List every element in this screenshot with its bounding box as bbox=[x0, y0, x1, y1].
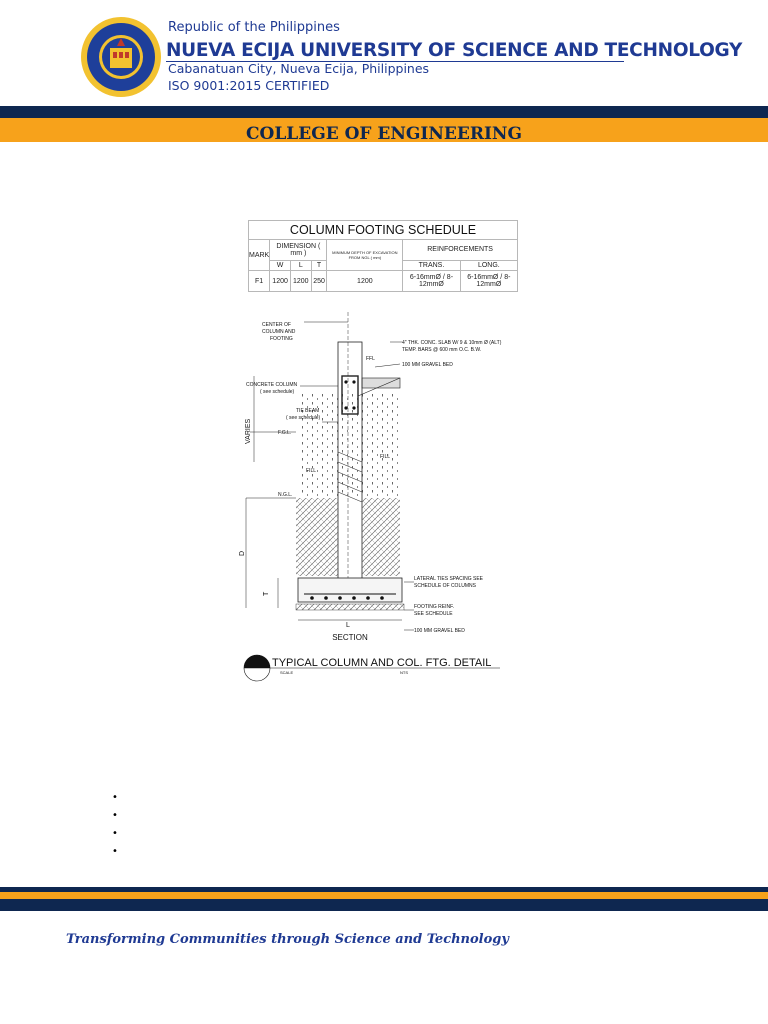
varies-label: VARIES bbox=[245, 418, 252, 444]
nts-label: NTS bbox=[400, 670, 408, 675]
column-footing-schedule-table bbox=[248, 220, 518, 292]
footing-reinf-label-1: FOOTING REINF. bbox=[414, 604, 454, 610]
university-name: NUEVA ECIJA UNIVERSITY OF SCIENCE AND TECHNOLOGY bbox=[166, 40, 743, 61]
top-navy-band bbox=[0, 106, 768, 118]
fill-label-left: FILL bbox=[306, 468, 317, 474]
d-dimension-label: D bbox=[239, 550, 246, 556]
column-footing-section-drawing bbox=[240, 312, 520, 690]
slab-note-2: TEMP. BARS @ 600 mm O.C. B.W. bbox=[402, 347, 482, 353]
excavation-header: MINIMUM DEPTH OF EXCAVATION FROM NGL ( mm) bbox=[327, 240, 403, 271]
bullet-item: • bbox=[112, 792, 118, 803]
row-t: 250 bbox=[311, 271, 327, 292]
tie-beam-label-1: TIE BEAM bbox=[296, 408, 320, 414]
l-header: L bbox=[290, 260, 311, 271]
footing-reinf-label-2: SEE SCHEDULE bbox=[414, 611, 453, 617]
concrete-column-label-1: CONCRETE COLUMN bbox=[246, 382, 298, 388]
footer-tagline: Transforming Communities through Science and Technology bbox=[66, 932, 509, 947]
gravel-top-label: 100 MM GRAVEL BED bbox=[402, 362, 453, 368]
row-l: 1200 bbox=[290, 271, 311, 292]
schedule-title: COLUMN FOOTING SCHEDULE bbox=[249, 221, 518, 240]
row-depth: 1200 bbox=[327, 271, 403, 292]
ffl-label: FFL bbox=[366, 356, 375, 362]
slab-note-1: 4" THK. CONC. SLAB W/ 9 & 10mm Ø (ALT) bbox=[402, 340, 502, 346]
l-dimension-label: L bbox=[346, 622, 350, 629]
w-header: W bbox=[270, 260, 291, 271]
row-mark: F1 bbox=[249, 271, 270, 292]
ngl-label: N.G.L. bbox=[278, 492, 293, 498]
row-w: 1200 bbox=[270, 271, 291, 292]
center-label-3: FOOTING bbox=[270, 336, 293, 342]
center-label-1: CENTER OF bbox=[262, 322, 291, 328]
center-label-2: COLUMN AND bbox=[262, 329, 296, 335]
fgl-label: F.G.L. bbox=[278, 430, 292, 436]
bottom-orange-band bbox=[0, 892, 768, 899]
dimension-header: DIMENSION ( mm ) bbox=[270, 240, 327, 261]
gravel-bottom-label: 100 MM GRAVEL BED bbox=[414, 628, 465, 634]
row-trans: 6-16mmØ / 8-12mmØ bbox=[403, 271, 460, 292]
tie-beam-label-2: ( see schedule) bbox=[286, 415, 321, 421]
trans-header: TRANS. bbox=[403, 260, 460, 271]
city-label: Cabanatuan City, Nueva Ecija, Philippines bbox=[168, 61, 430, 76]
lateral-ties-label-2: SCHEDULE OF COLUMNS bbox=[414, 583, 476, 589]
section-label: SECTION bbox=[332, 633, 368, 642]
university-seal-logo bbox=[80, 16, 162, 98]
detail-title: TYPICAL COLUMN AND COL. FTG. DETAIL bbox=[272, 657, 492, 669]
detail-symbol-icon bbox=[244, 655, 270, 668]
t-dimension-label: T bbox=[263, 591, 270, 596]
college-title: COLLEGE OF ENGINEERING bbox=[246, 124, 522, 144]
mark-header: MARK bbox=[249, 240, 270, 271]
bullet-item: • bbox=[112, 846, 118, 857]
fill-label-right: FILL bbox=[380, 454, 391, 460]
bullet-item: • bbox=[112, 810, 118, 821]
long-header: LONG. bbox=[460, 260, 517, 271]
scale-label: SCALE bbox=[280, 670, 294, 675]
bottom-navy-band bbox=[0, 899, 768, 911]
t-header: T bbox=[311, 260, 327, 271]
reinforcements-header: REINFORCEMENTS bbox=[403, 240, 518, 261]
bullet-item: • bbox=[112, 828, 118, 839]
iso-label: ISO 9001:2015 CERTIFIED bbox=[168, 78, 330, 93]
concrete-column-label-2: ( see schedule) bbox=[260, 389, 295, 395]
republic-label: Republic of the Philippines bbox=[168, 20, 340, 35]
lateral-ties-label-1: LATERAL TIES SPACING SEE bbox=[414, 576, 484, 582]
row-long: 6-16mmØ / 8-12mmØ bbox=[460, 271, 517, 292]
